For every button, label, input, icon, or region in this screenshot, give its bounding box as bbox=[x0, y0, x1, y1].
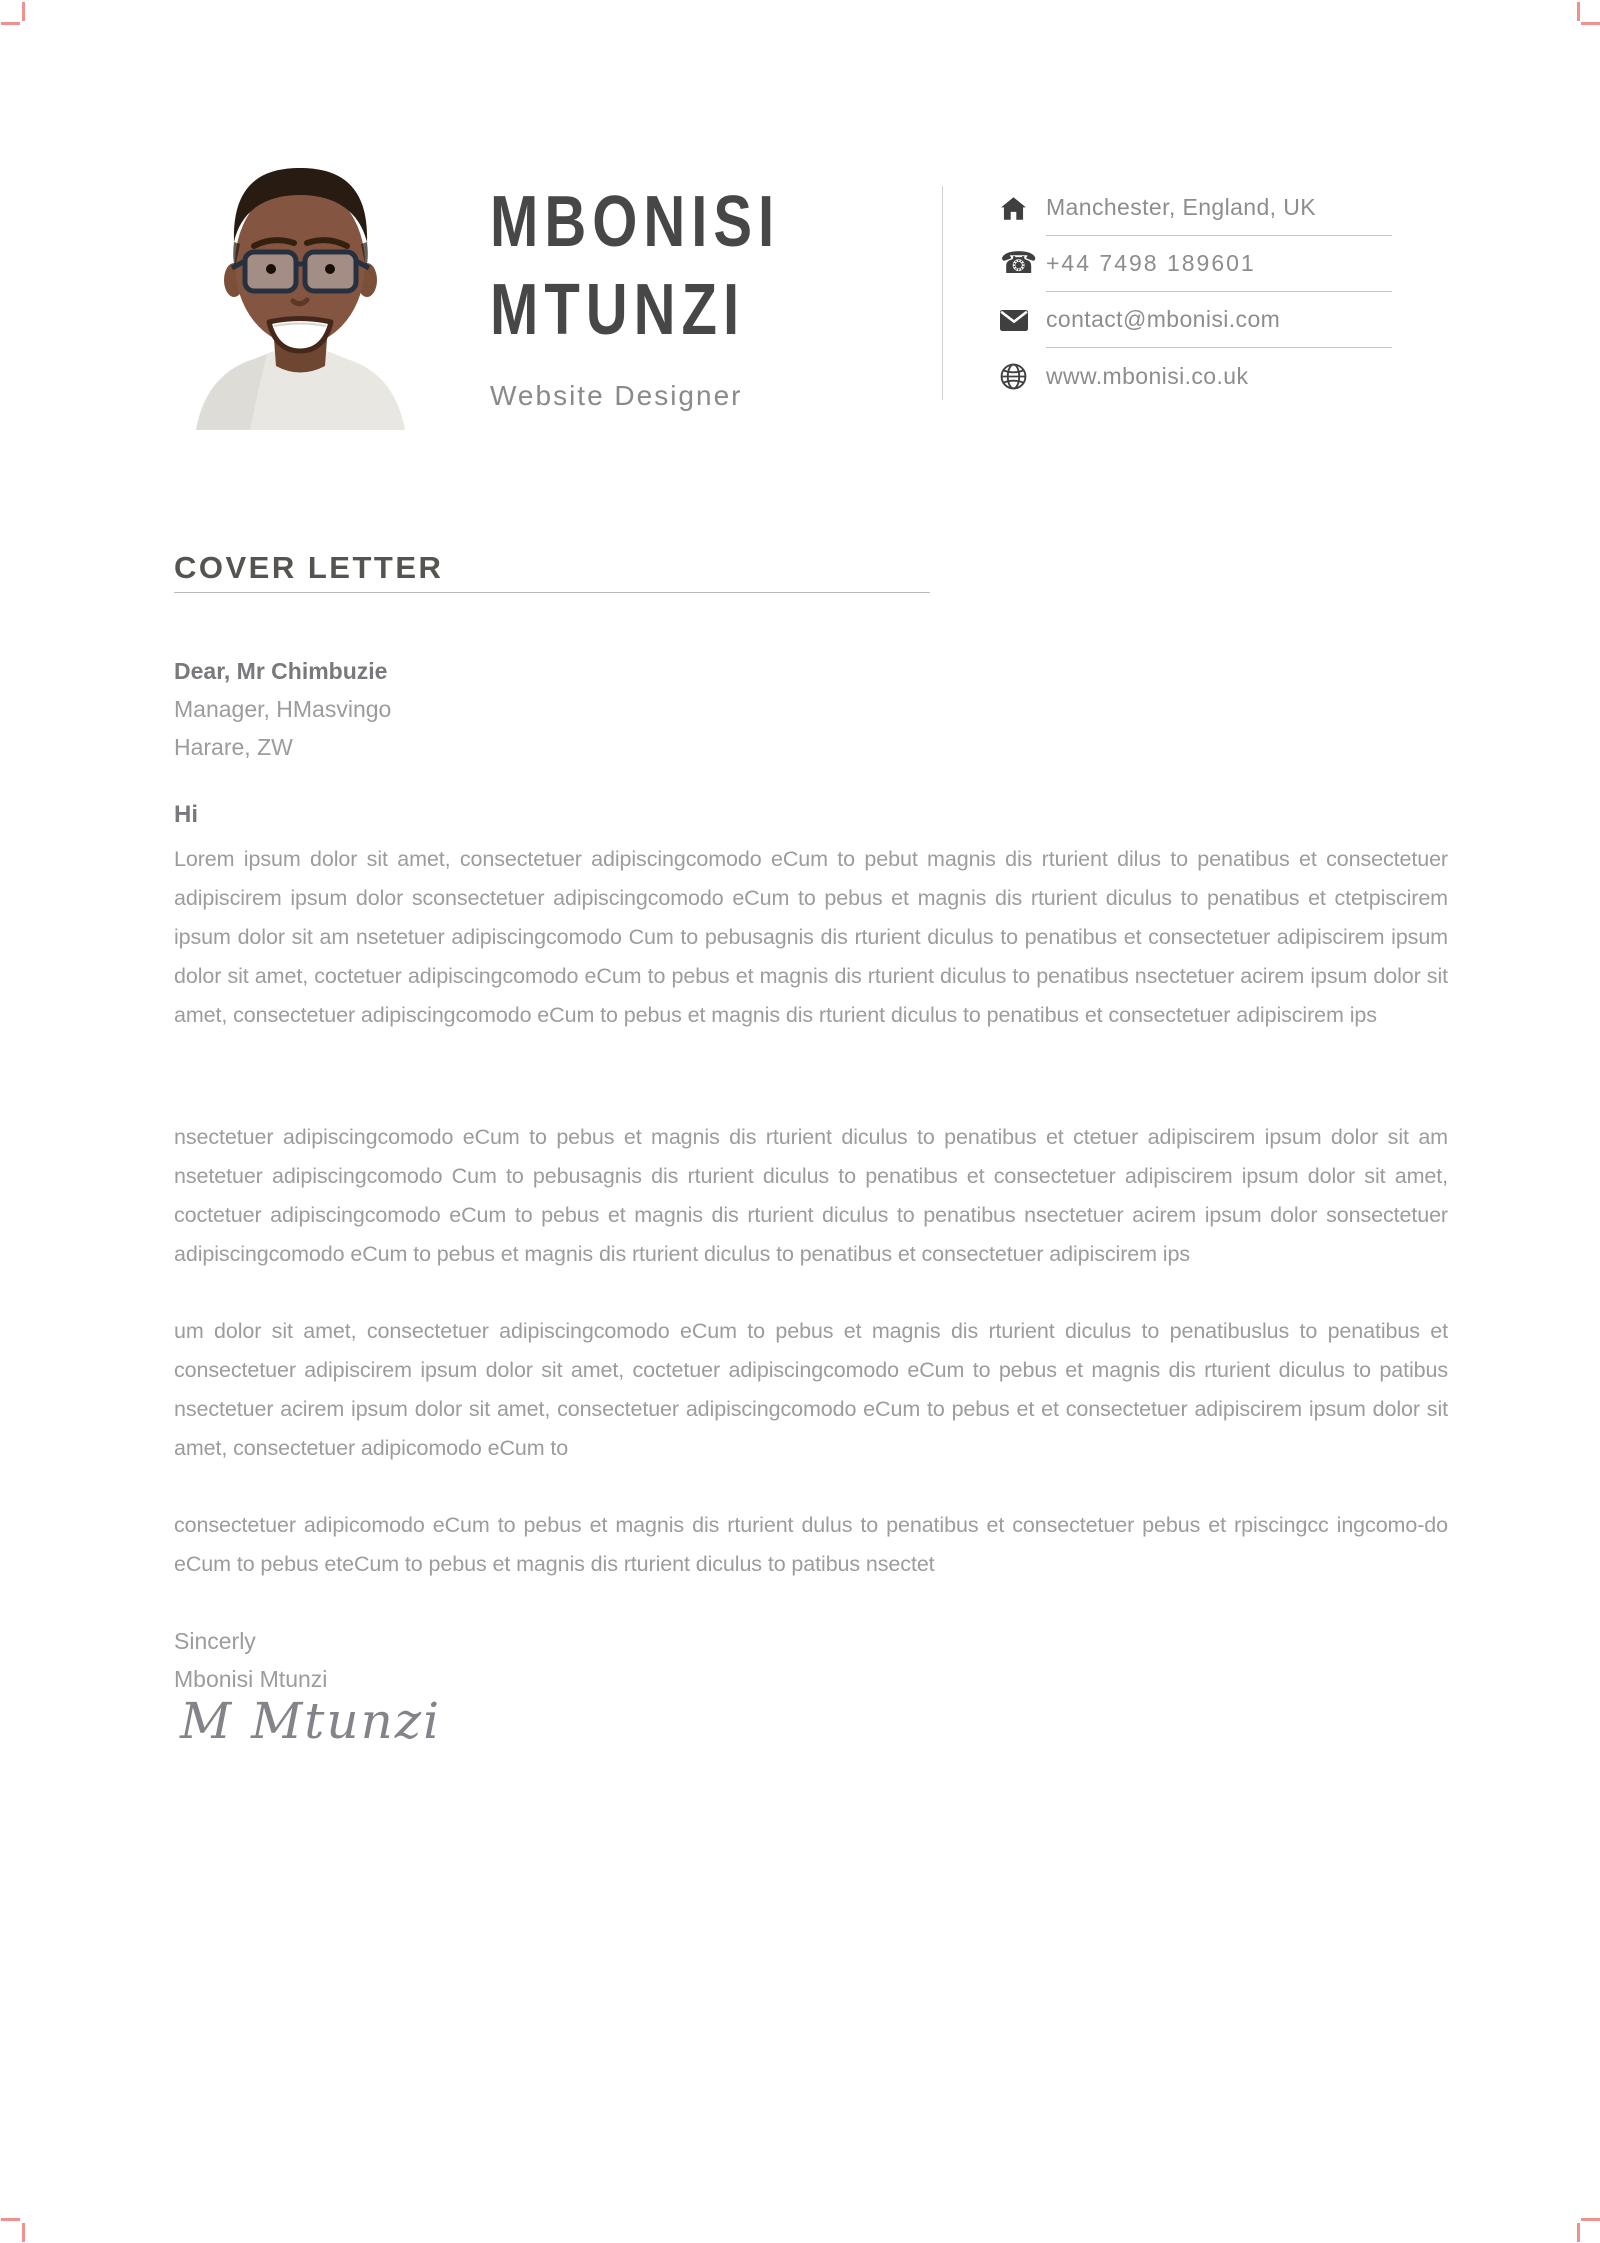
signed-name: Mbonisi Mtunzi bbox=[174, 1666, 328, 1692]
header-vertical-divider bbox=[942, 186, 943, 400]
job-title: Website Designer bbox=[490, 380, 743, 411]
globe-icon bbox=[1000, 363, 1046, 390]
letter-paragraph-3: um dolor sit amet, consectetuer adipiscingcomodo eCum to pebus et magnis dis rturient diculus to penatibuslus to penatibus et consectetuer adipiscirem ipsum dolor sit amet, coctetuer adipiscingcomodo eCum to pebus et magnis dis rturient diculus to patibus nsectetuer acirem ipsum dolor sit amet, consectetuer adipiscingcomodo eCum to pebus et et consectetuer adipiscirem ipsum dolor sit amet, consectetuer adipicomodo eCum to bbox=[174, 1319, 1448, 1460]
crop-mark-top-right-horizontal bbox=[1581, 22, 1600, 25]
crop-mark-bottom-left-vertical bbox=[22, 2223, 25, 2242]
recipient-salutation: Dear, Mr Chimbuzie bbox=[174, 658, 388, 684]
crop-mark-bottom-right-vertical bbox=[1577, 2223, 1580, 2242]
crop-mark-top-left-vertical bbox=[22, 2, 25, 21]
contact-email: contact@mbonisi.com bbox=[1046, 306, 1281, 332]
crop-mark-top-left-horizontal bbox=[1, 22, 20, 25]
profile-photo-illustration bbox=[168, 140, 433, 430]
contact-row-address bbox=[1000, 180, 1392, 236]
crop-mark-bottom-left-horizontal bbox=[1, 2218, 20, 2221]
contact-row-website bbox=[1000, 348, 1392, 404]
contact-phone: +44 7498 189601 bbox=[1046, 250, 1256, 276]
contact-address: Manchester, England, UK bbox=[1046, 194, 1317, 220]
letter-greeting: Hi bbox=[174, 801, 198, 828]
profile-photo bbox=[168, 140, 433, 430]
letter-paragraph-4: consectetuer adipicomodo eCum to pebus et magnis dis rturient dulus to penatibus et consectetuer pebus et rpiscingcc ingcomo-do eCum to pebus eteCum to pebus et magnis dis rturient diculus to patibus nsectet bbox=[174, 1513, 1448, 1576]
recipient-location: Harare, ZW bbox=[174, 734, 293, 760]
section-title-rule bbox=[174, 592, 930, 593]
contact-website: www.mbonisi.co.uk bbox=[1046, 362, 1249, 389]
home-icon bbox=[1000, 195, 1046, 222]
section-title: COVER LETTER bbox=[174, 550, 444, 585]
crop-mark-bottom-right-horizontal bbox=[1581, 2218, 1600, 2221]
contact-info bbox=[1000, 180, 1392, 404]
phone-icon: ☎ bbox=[1000, 247, 1038, 280]
contact-row-email bbox=[1000, 292, 1392, 348]
signature-script: M Mtunzi bbox=[180, 1692, 442, 1750]
crop-mark-top-right-vertical bbox=[1577, 2, 1580, 21]
email-icon bbox=[1000, 310, 1046, 331]
letter-paragraph-1: Lorem ipsum dolor sit amet, consectetuer adipiscingcomodo eCum to pebut magnis dis rturient dilus to penatibus et consectetuer adipiscirem ipsum dolor sconsectetuer adipiscingcomodo eCum to pebus et magnis dis rturient diculus to penatibus et ctetpiscirem ipsum dolor sit am nsetetuer adipiscingcomodo Cum to pebusagnis dis rturient diculus to penatibus et consectetuer adipiscirem ipsum dolor sit amet, coctetuer adipiscingcomodo eCum to pebus et magnis dis rturient diculus to penatibus nsectetuer acirem ipsum dolor sit amet, consectetuer adipiscingcomodo eCum to pebus et magnis dis rturient diculus to penatibus et consectetuer adipiscirem ips bbox=[174, 847, 1448, 1027]
name-line-2: MTUNZI bbox=[490, 269, 746, 351]
contact-row-phone bbox=[1000, 236, 1392, 292]
recipient-role: Manager, HMasvingo bbox=[174, 696, 392, 722]
letter-closing: Sincerly bbox=[174, 1628, 256, 1654]
name-line-1: MBONISI bbox=[490, 181, 781, 263]
name-block bbox=[490, 181, 820, 412]
letter-paragraph-2: nsectetuer adipiscingcomodo eCum to pebus et magnis dis rturient diculus to penatibus et ctetuer adipiscirem ipsum dolor sit am nsetetuer adipiscingcomodo Cum to pebusagnis dis rturient diculus to penatibus et consectetuer adipiscirem ipsum dolor sit amet, coctetuer adipiscingcomodo eCum to pebus et magnis dis rturient diculus to penatibus nsectetuer acirem ipsum dolor sonsectetuer adipiscingcomodo eCum to pebus et magnis dis rturient diculus to penatibus et consectetuer adipiscirem ips bbox=[174, 1125, 1448, 1266]
